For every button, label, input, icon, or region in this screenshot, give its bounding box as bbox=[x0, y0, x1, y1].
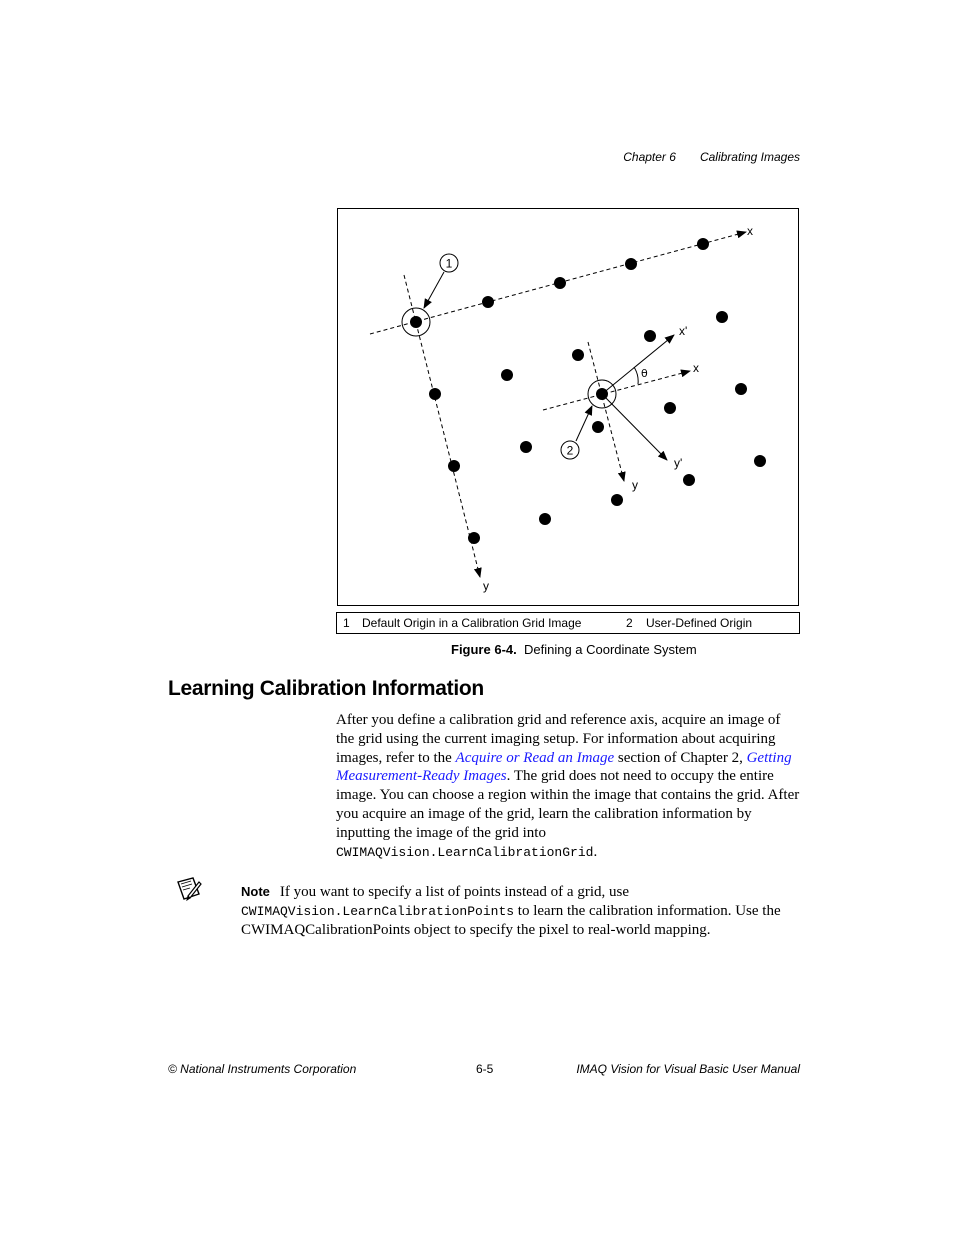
legend-item-1-text: Default Origin in a Calibration Grid Image bbox=[362, 616, 582, 630]
grid-dot bbox=[410, 316, 422, 328]
code-learn-calibration-grid: CWIMAQVision.LearnCalibrationGrid bbox=[336, 844, 594, 860]
note-text: to learn the calibration information. Use the CWIMAQCalibrationPoints object to specify the pixel to real-world mapping. bbox=[241, 903, 781, 938]
grid-dot bbox=[644, 330, 656, 342]
grid-dot bbox=[754, 455, 766, 467]
label-x-user: x bbox=[693, 361, 699, 375]
grid-dot bbox=[683, 474, 695, 486]
link-acquire-or-read-image[interactable]: Acquire or Read an Image bbox=[455, 749, 615, 766]
callout-2-number: 2 bbox=[566, 443, 574, 458]
note-block bbox=[241, 882, 801, 940]
link-getting-measurement-ready-images[interactable]: Getting Measurement-Ready Images bbox=[336, 749, 792, 785]
caption-label: Figure 6-4. bbox=[451, 642, 517, 657]
note-text: If you want to specify a list of points instead of a grid, use bbox=[279, 884, 629, 900]
figure-caption bbox=[451, 642, 697, 657]
note-label: Note bbox=[241, 884, 270, 899]
section-heading: Learning Calibration Information bbox=[168, 677, 484, 700]
grid-dot bbox=[611, 494, 623, 506]
grid-dot bbox=[448, 460, 460, 472]
grid-dot bbox=[592, 421, 604, 433]
footer-copyright: © National Instruments Corporation bbox=[168, 1062, 357, 1076]
grid-dot bbox=[520, 441, 532, 453]
label-x-prime: x' bbox=[679, 324, 688, 338]
coordinate-system-diagram bbox=[338, 209, 798, 605]
header-chapter: Chapter 6 bbox=[623, 150, 676, 164]
grid-dot bbox=[697, 238, 709, 250]
grid-dot bbox=[501, 369, 513, 381]
callout-2-leader bbox=[576, 406, 592, 441]
grid-dot bbox=[735, 383, 747, 395]
body-paragraph bbox=[336, 711, 800, 862]
legend-item-2-number: 2 bbox=[626, 616, 633, 630]
body-text: . bbox=[593, 843, 598, 860]
legend-item-2-text: User-Defined Origin bbox=[646, 616, 753, 630]
caption-text: Defining a Coordinate System bbox=[523, 642, 697, 657]
label-y-default: y bbox=[483, 579, 489, 593]
grid-dot bbox=[572, 349, 584, 361]
footer-page-number: 6-5 bbox=[476, 1062, 494, 1076]
label-y-user: y bbox=[632, 478, 638, 492]
running-header bbox=[599, 150, 800, 164]
grid-dot bbox=[482, 296, 494, 308]
note-icon bbox=[175, 876, 203, 907]
grid-dot bbox=[429, 388, 441, 400]
grid-dot bbox=[596, 388, 608, 400]
theta-arc bbox=[634, 367, 638, 384]
grid-dot bbox=[468, 532, 480, 544]
callout-1-leader bbox=[424, 272, 444, 308]
grid-dot bbox=[625, 258, 637, 270]
figure-legend bbox=[336, 612, 800, 634]
code-learn-calibration-points: CWIMAQVision.LearnCalibrationPoints bbox=[241, 904, 515, 919]
label-theta: θ bbox=[641, 367, 648, 380]
body-text: . The grid does not need to occupy the entire image. You can choose a region within the image that contains the grid. After you acquire an image of the grid, learn the calibration information by inputting the image of the grid into bbox=[336, 768, 800, 841]
grid-dot bbox=[539, 513, 551, 525]
legend-item-1-number: 1 bbox=[343, 616, 350, 630]
grid-dot bbox=[664, 402, 676, 414]
label-y-prime: y' bbox=[674, 456, 683, 470]
body-text: section of Chapter 2, bbox=[614, 749, 747, 766]
figure-frame bbox=[337, 208, 799, 606]
callout-1-number: 1 bbox=[445, 256, 453, 271]
header-title: Calibrating Images bbox=[699, 150, 800, 164]
grid-dot bbox=[716, 311, 728, 323]
body-text: After you define a calibration grid and reference axis, acquire an image of the grid using the current imaging setup. For information about acquiring images, refer to the bbox=[336, 712, 781, 766]
footer-manual-title: IMAQ Vision for Visual Basic User Manual bbox=[576, 1062, 800, 1076]
grid-dot bbox=[554, 277, 566, 289]
label-x-default: x bbox=[747, 224, 753, 238]
